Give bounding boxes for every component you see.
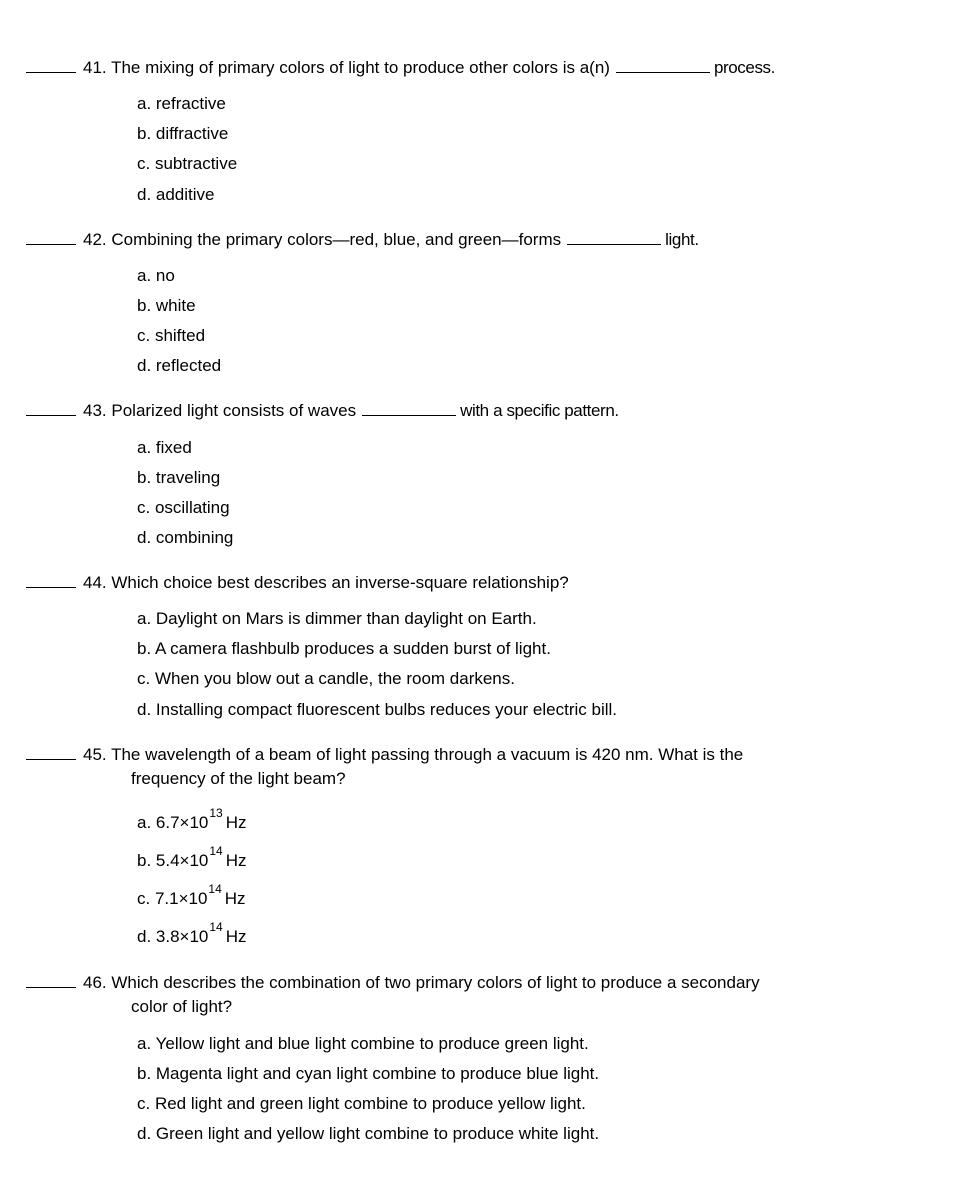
answer-blank[interactable]: [26, 587, 76, 588]
choice-b: b. A camera flashbulb produces a sudden burst of light.: [137, 639, 551, 658]
choice-d: d. combining: [137, 528, 234, 547]
question-text: 44. Which choice best describes an inverse-square relationship?: [83, 573, 569, 592]
question-44: [26, 572, 926, 719]
choice-d: d. Green light and yellow light combine to produce white light.: [137, 1124, 600, 1143]
fill-in-blank: [362, 415, 456, 416]
choice-b: b. Magenta light and cyan light combine to produce blue light.: [137, 1064, 600, 1083]
choice-d: d. Installing compact fluorescent bulbs reduces your electric bill.: [137, 700, 618, 719]
choice-d: d. $3.8\times 10^{14}$ Hz: [137, 920, 247, 946]
answer-blank[interactable]: [26, 415, 76, 416]
choice-c: c. Red light and green light combine to produce yellow light.: [137, 1094, 586, 1113]
choice-c: c. When you blow out a candle, the room darkens.: [137, 669, 515, 688]
choice-a: a. no: [137, 266, 175, 285]
choice-b: b. white: [137, 296, 196, 315]
choice-c: c. oscillating: [137, 498, 230, 517]
choice-b: b. traveling: [137, 468, 221, 487]
answer-blank[interactable]: [26, 72, 76, 73]
choice-a: a. Daylight on Mars is dimmer than daylight on Earth.: [137, 609, 537, 628]
choice-a: a. fixed: [137, 438, 192, 457]
choice-c: c. subtractive: [137, 154, 238, 173]
question-46: [26, 972, 926, 1143]
choice-c: c. shifted: [137, 326, 206, 345]
fill-in-blank: [567, 244, 661, 245]
question-text: 41. The mixing of primary colors of light to produce other colors is a(n) process.: [83, 58, 775, 77]
question-42: [26, 229, 926, 375]
question-text: 45. The wavelength of a beam of light passing through a vacuum is 420 nm. What is the: [83, 745, 744, 764]
answer-blank[interactable]: [26, 759, 76, 760]
choice-c: c. $7.1\times 10^{14}$ Hz: [137, 882, 246, 908]
choice-a: a. Yellow light and blue light combine to produce green light.: [137, 1034, 589, 1053]
question-text-continued: color of light?: [131, 997, 233, 1016]
choice-a: a. refractive: [137, 94, 226, 113]
question-41: [26, 57, 926, 204]
choice-b: b. diffractive: [137, 124, 229, 143]
choice-a: a. $6.7\times 10^{13}$ Hz: [137, 806, 247, 832]
answer-blank[interactable]: [26, 244, 76, 245]
question-43: [26, 400, 926, 547]
fill-in-blank: [616, 72, 710, 73]
question-text: 46. Which describes the combination of two primary colors of light to produce a secondary: [83, 973, 760, 992]
choice-d: d. additive: [137, 185, 215, 204]
question-45: [26, 744, 926, 946]
question-text-continued: frequency of the light beam?: [131, 769, 346, 788]
choice-d: d. reflected: [137, 356, 222, 375]
choice-b: b. $5.4\times 10^{14}$ Hz: [137, 844, 247, 870]
question-text: 42. Combining the primary colors—red, blue, and green—forms light.: [83, 230, 699, 249]
question-text: 43. Polarized light consists of waves with a specific pattern.: [83, 401, 619, 420]
answer-blank[interactable]: [26, 987, 76, 988]
